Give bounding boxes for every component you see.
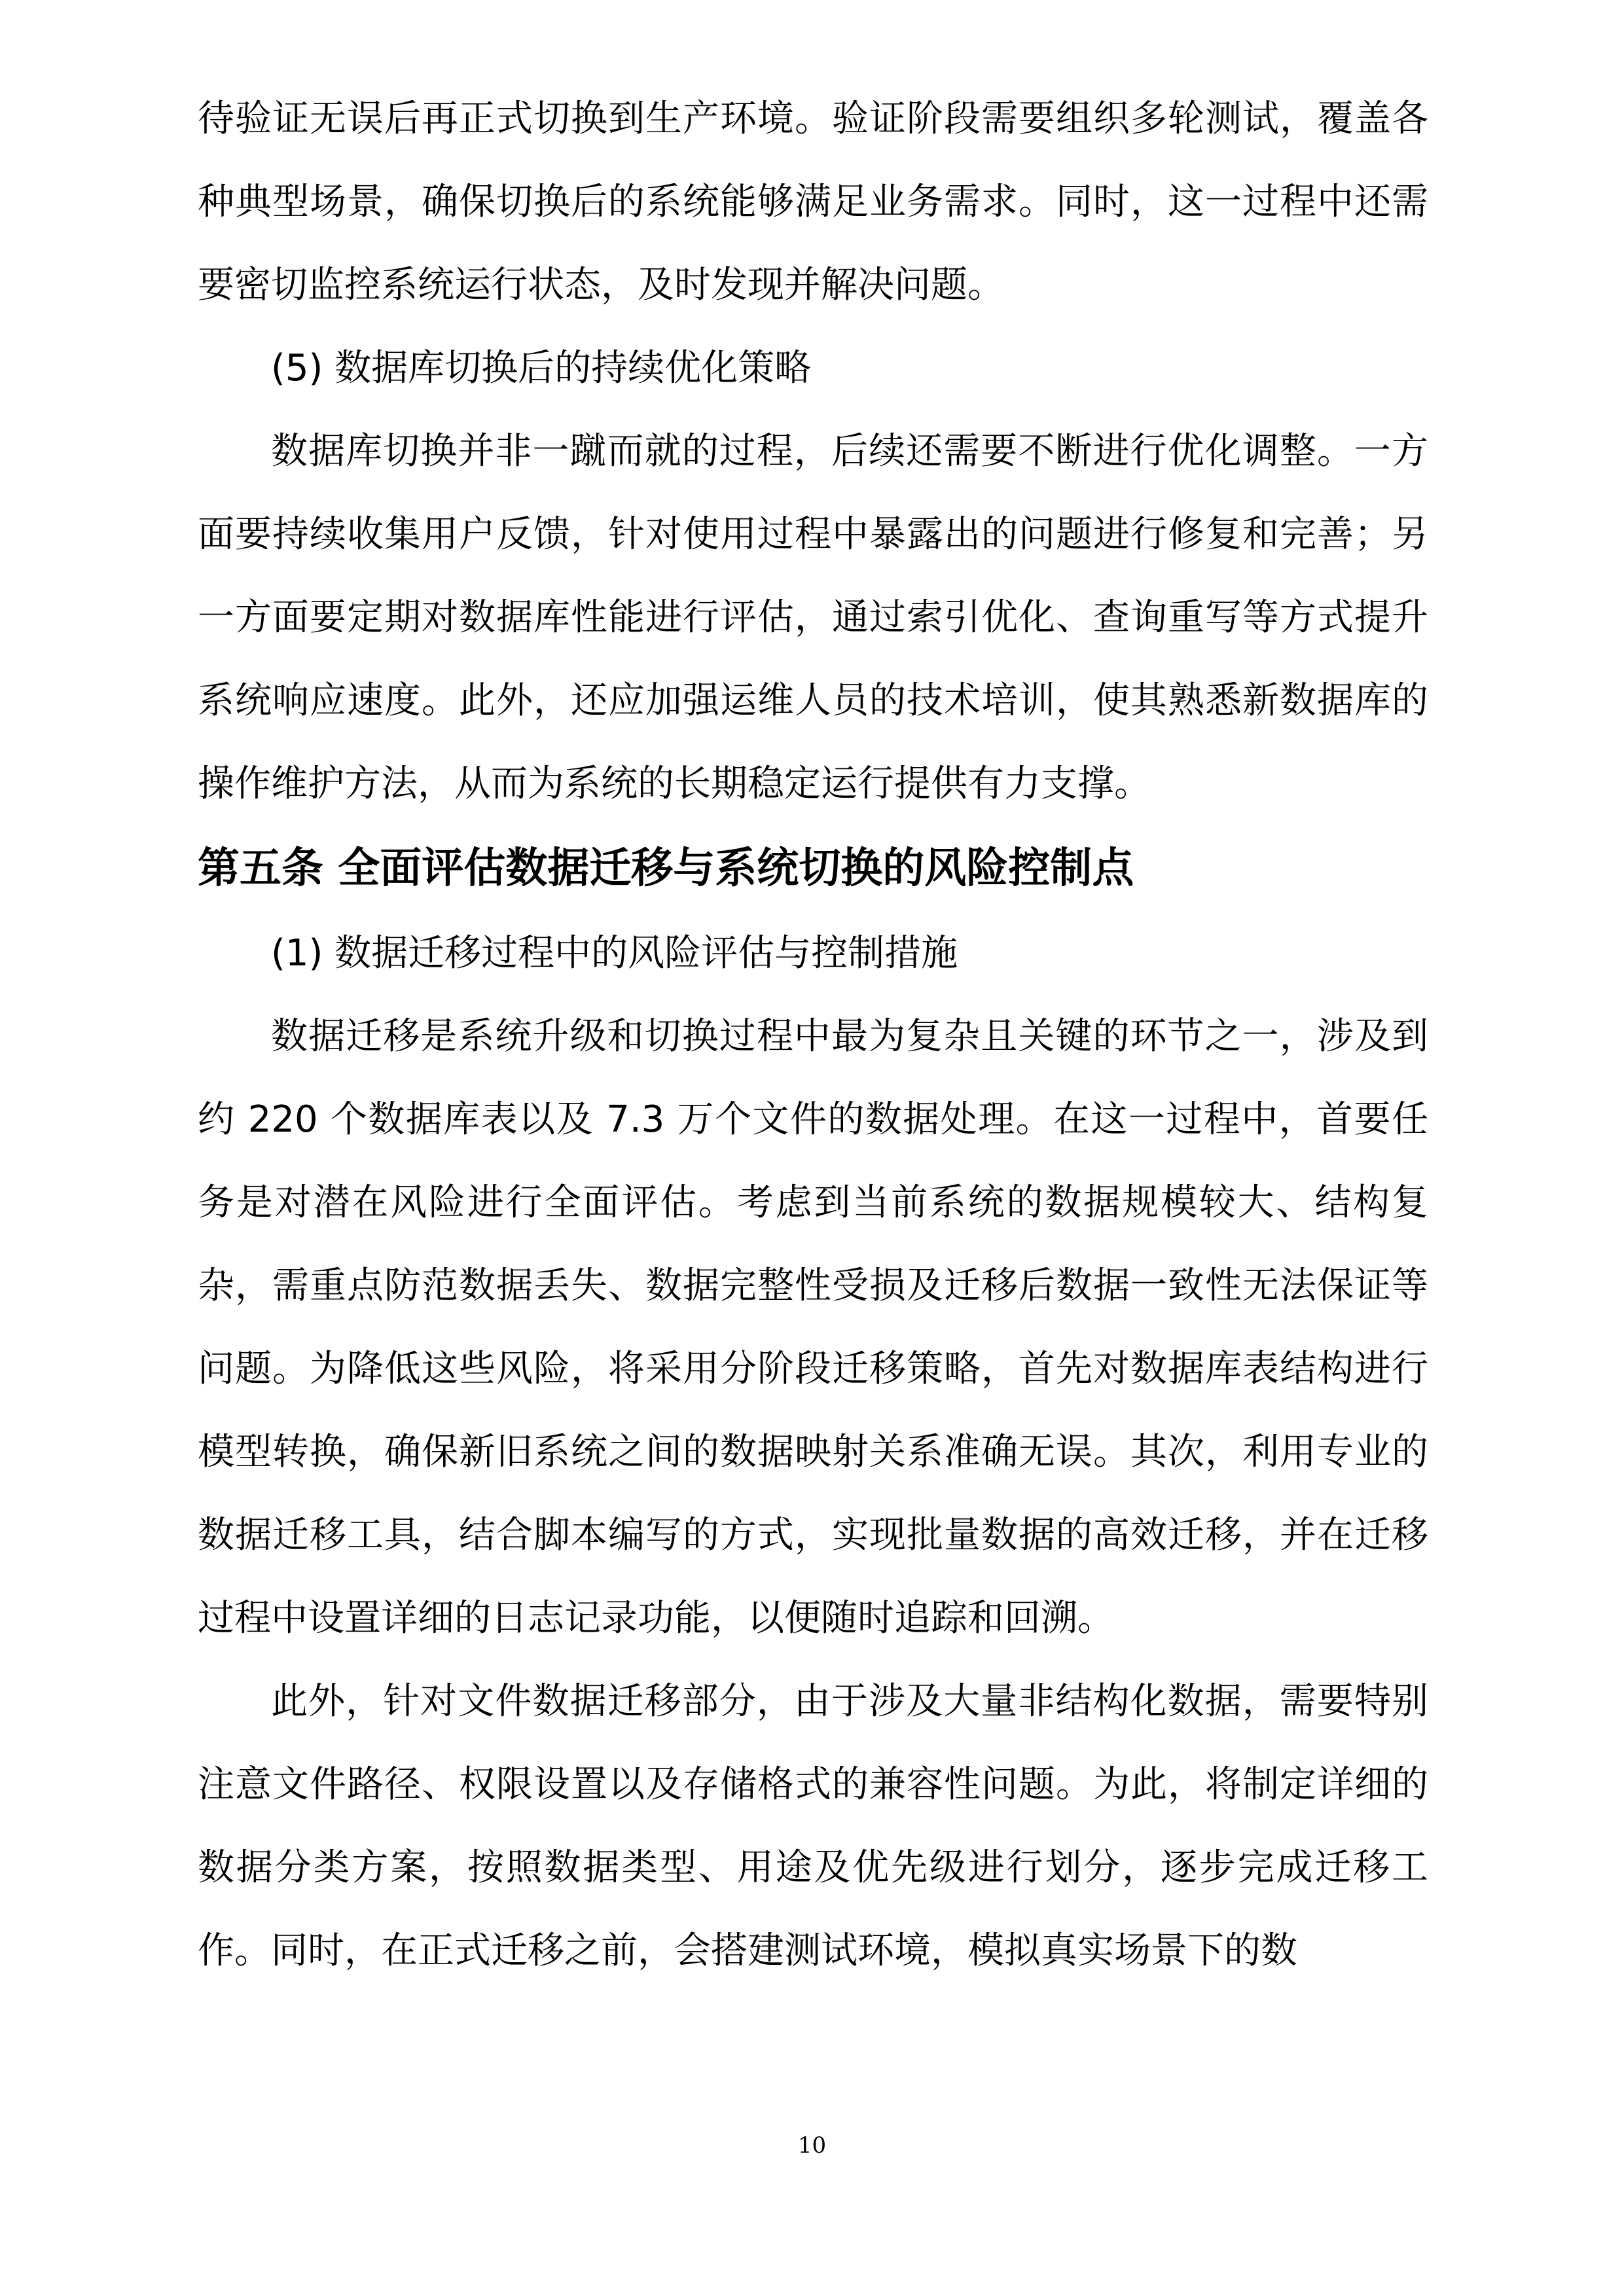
page-number: 10 bbox=[797, 2132, 827, 2159]
section-heading-article-5: 第五条 全面评估数据迁移与系统切换的风险控制点 bbox=[198, 844, 1134, 893]
paragraph-continuous-optimization: 数据库切换并非一蹴而就的过程，后续还需要不断进行优化调整。一方面要持续收集用户反馈，针对使用过程中暴露出的问题进行修复和完善；另一方面要定期对数据库性能进行评估，通过索引优化、查询重写等方式提升系统响应速度。此外，还应加强运维人员的技术培训，使其熟悉新数据库的操作维护方法，从而为系统的长期稳定运行提供有力支撑。 bbox=[198, 430, 1428, 805]
page-body bbox=[198, 77, 1428, 1992]
paragraph-validation-continuation: 待验证无误后再正式切换到生产环境。验证阶段需要组织多轮测试，覆盖各种典型场景，确保切换后的系统能够满足业务需求。同时，这一过程中还需要密切监控系统运行状态，及时发现并解决问题。 bbox=[198, 98, 1428, 306]
paragraph-file-migration: 此外，针对文件数据迁移部分，由于涉及大量非结构化数据，需要特别注意文件路径、权限设置以及存储格式的兼容性问题。为此，将制定详细的数据分类方案，按照数据类型、用途及优先级进行划分，逐步完成迁移工作。同时，在正式迁移之前，会搭建测试环境，模拟真实场景下的数 bbox=[198, 1680, 1428, 1972]
subheading-1-migration-risk: (1) 数据迁移过程中的风险评估与控制措施 bbox=[271, 932, 958, 975]
subheading-5-optimization-strategy: (5) 数据库切换后的持续优化策略 bbox=[271, 347, 812, 389]
paragraph-migration-risk-assessment: 数据迁移是系统升级和切换过程中最为复杂且关键的环节之一，涉及到约 220 个数据库表以及 7.3 万个文件的数据处理。在这一过程中，首要任务是对潜在风险进行全面评估。考虑到当前系统的数据规模较大、结构复杂，需重点防范数据丢失、数据完整性受损及迁移后数据一致性无法保证等问题。为降低这些风险，将采用分阶段迁移策略，首先对数据库表结构进行模型转换，确保新旧系统之间的数据映射关系准确无误。其次，利用专业的数据迁移工具，结合脚本编写的方式，实现批量数据的高效迁移，并在迁移过程中设置详细的日志记录功能，以便随时追踪和回溯。 bbox=[198, 1015, 1428, 1640]
